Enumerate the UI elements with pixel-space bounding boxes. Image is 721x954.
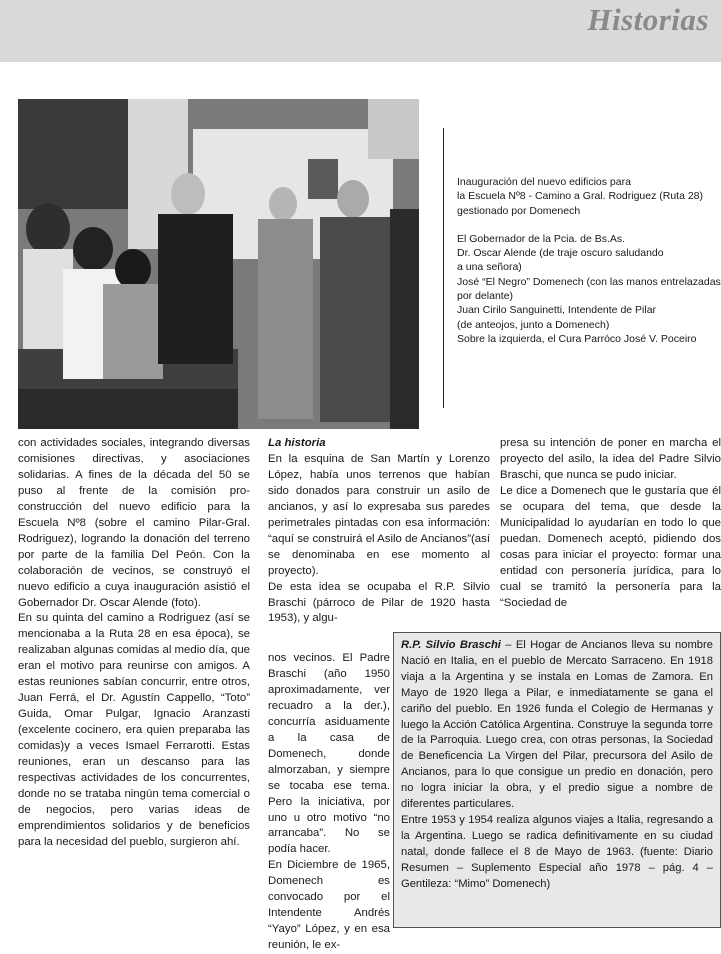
article-column-1: [18, 436, 250, 851]
caption-line: gestionado por Domenech: [457, 204, 581, 217]
caption-line: por delante): [457, 290, 514, 303]
paragraph: En su quinta del camino a Rodriguez (así se mencionaba a la Ruta 28 en esa época), se realizaban algunas comidas al medio día, que eran el motivo para reunirse con amigos. A estas reuniones sabían concurrir, entre otros, Juan Ferrá, el Dr. Agustín Cappello, “Toto” Guida, Omar Pulgar, Ignacio Aranzasti (excelente cocinero, era quien preparaba las comidas)y a veces Ismael Ferrarotti. Estas reuniones, eran un descanso para las respectivas actividades de los concurrentes, donde no se trataba ningún tema comercial o de negocios, pero varias ideas de emprendimientos solidarios y de beneficios para la necesidad del pueblo, surgieron ahí.: [18, 612, 250, 848]
section-title: Historias: [587, 2, 709, 37]
caption-line: Inauguración del nuevo edificios para: [457, 176, 631, 188]
section-subhead: La historia: [268, 437, 326, 449]
caption-line: Dr. Oscar Alende (de traje oscuro saludando: [457, 247, 664, 260]
caption-divider: [443, 128, 444, 408]
caption-line: Juan Cirilo Sanguinetti, Intendente de Pilar: [457, 304, 657, 317]
paragraph: con actividades sociales, integrando diversas comisiones directivas, y asociaciones solidarias. A fines de la década del 50 se puso al frente de la comisión pro-construcción del nuevo edificio para la Escuela Nº8 (sobre el camino Pilar-Gral. Rodriguez), logrando la donación del terreno por parte de la familia Del Peón. Con la colaboración de vecinos, se construyó el nuevo edificio a cuya inauguración asistió el Gobernador Dr. Oscar Alende (foto).: [18, 437, 250, 609]
sidebar-box-braschi: [393, 632, 721, 928]
box-text: – El Hogar de Ancianos lleva su nombre Nació en Italia, en el pueblo de Mercato Sarraceno. En 1918 viaja a la Argentina y se instala en Lomas de Zamora. En Mayo de 1920 llega a Pilar, e inmediatamente se gana el cariño del pueblo. En 1926 funda el Colegio de Hermanas y luego la Acción Católica Argentina. Construye la segunda torre de la Parroquia. Luego crea, con otras personas, la Sociedad de Beneficencia La Virgen del Pilar, precursora del Asilo de Ancianos, para lo que consigue un predio en donación, pero no logra iniciar la obra, y el predio sigue a nombre de diferentes particulares.: [401, 639, 713, 811]
photo-illustration: [18, 99, 419, 429]
historical-photo: [18, 99, 419, 429]
paragraph: En la esquina de San Martín y Lorenzo López, había unos terrenos que habían sido donados para construir un asilo de ancianos, y así lo expresaba sus paredes perimetrales pintadas con esa información: “aquí se construirá el Asilo de Ancianos”(así se denominaba en ese momento al proyecto).: [268, 452, 490, 577]
article-column-2-continued: [268, 651, 390, 954]
article-column-3: [500, 436, 721, 611]
caption-line: José “El Negro” Domenech (con las manos entrelazadas: [457, 275, 721, 288]
caption-line: Sobre la izquierda, el Cura Parróco José V. Poceiro: [457, 332, 697, 345]
paragraph: De esta idea se ocupaba el R.P. Silvio Braschi (párroco de Pilar de 1920 hasta 1953), y algu-: [268, 580, 490, 625]
caption-line: (de anteojos, junto a Domenech): [457, 318, 610, 331]
paragraph: Le dice a Domenech que le gustaría que él se ocupara del tema, que desde la Municipalidad lo ayudarían en todo lo que puedan. Domenech aceptó, pidiendo dos cosas para iniciar el proyecto: formar una entidad con personería jurídica, para lo cual se tramitó la personería para la “Sociedad de: [500, 484, 721, 609]
box-title: R.P. Silvio Braschi: [401, 639, 501, 651]
paragraph: presa su intención de poner en marcha el proyecto del asilo, la idea del Padre Silvio Braschi, que nunca se pudo iniciar.: [500, 437, 721, 481]
caption-line: a una señora): [457, 261, 522, 274]
paragraph: nos vecinos. El Padre Braschi (año 1950 aproximadamente, ver recuadro a la der.), concurría asiduamente a la casa de Domenech, donde almorzaban, y siempre se tocaba ese tema. Pero la iniciativa, por uno u otro motivo “no arrancaba”. No se podía hacer.: [268, 652, 390, 856]
box-paragraph: [401, 638, 713, 813]
caption-line: la Escuela Nº8 - Camino a Gral. Rodriguez (Ruta 28): [457, 190, 704, 203]
caption-line: El Gobernador de la Pcia. de Bs.As.: [457, 232, 626, 245]
paragraph: En Diciembre de 1965, Domenech es convocado por el Intendente Andrés “Yayo” López, y en esa reunión, le ex-: [268, 859, 390, 952]
photo-caption: [457, 175, 719, 346]
article-column-2: [268, 436, 490, 627]
box-paragraph: Entre 1953 y 1954 realiza algunos viajes a Italia, regresando a la Argentina. Luego se radica definitivamente en su ciudad natal, donde fallece el 8 de Mayo de 1963. (fuente: Diario Resumen – Suplemento Especial año 1978 – pág. 4 – Gentileza: “Mimo” Domenech): [401, 813, 713, 890]
